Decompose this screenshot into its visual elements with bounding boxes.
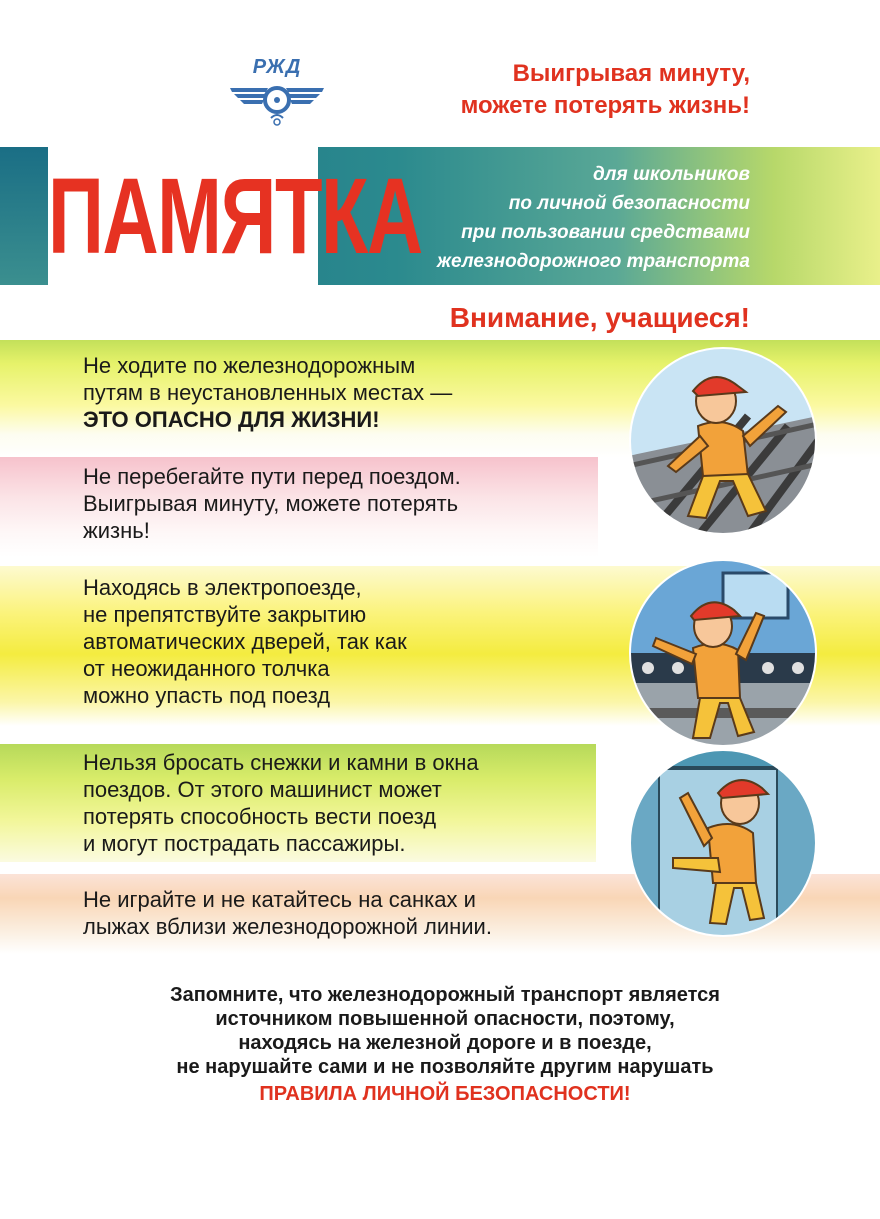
header-band-left — [0, 147, 48, 285]
rule-line: Нельзя бросать снежки и камни в окна — [83, 750, 479, 775]
rule-line: и могут пострадать пассажиры. — [83, 831, 406, 856]
subtitle-line: железнодорожного транспорта — [436, 251, 750, 272]
rule-line: Не играйте и не катайтесь на санках и — [83, 887, 476, 912]
rule-line: автоматических дверей, так как — [83, 629, 407, 654]
subtitle — [330, 160, 750, 276]
rule-line: потерять способность вести поезд — [83, 804, 437, 829]
rule-line: поездов. От этого машинист может — [83, 777, 442, 802]
rule-warning: ЭТО ОПАСНО ДЛЯ ЖИЗНИ! — [83, 407, 380, 432]
rule-text — [83, 574, 543, 709]
rule-text — [83, 352, 553, 433]
rule-line: Не перебегайте пути перед поездом. — [83, 464, 461, 489]
attention-heading: Внимание, учащиеся! — [449, 302, 750, 333]
slogan-line: Выигрывая минуту, — [512, 60, 750, 87]
footer-line: не нарушайте сами и не позволяйте другим нарушать — [176, 1056, 714, 1078]
logo-text: РЖД — [252, 56, 302, 78]
rule-line: Выигрывая минуту, можете потерять — [83, 491, 459, 516]
winged-wheel-icon — [222, 56, 332, 128]
rule-line: Не ходите по железнодорожным — [83, 353, 416, 378]
rule-line: путям в неустановленных местах — — [83, 380, 453, 405]
subtitle-line: при пользовании средствами — [461, 222, 750, 243]
footer-line: Запомните, что железнодорожный транспорт является — [170, 984, 720, 1006]
rule-line: Находясь в электропоезде, — [83, 575, 362, 600]
rule-text — [83, 749, 583, 857]
rule-line: не препятствуйте закрытию — [83, 602, 367, 627]
rule-line: лыжах вблизи железнодорожной линии. — [83, 914, 492, 939]
boy-at-train-doors-illustration — [628, 558, 818, 748]
footer-line: источником повышенной опасности, поэтому, — [215, 1008, 675, 1030]
slogan-line: можете потерять жизнь! — [460, 92, 750, 119]
slogan — [330, 58, 750, 122]
subtitle-line: для школьников — [592, 164, 750, 185]
rzd-logo — [222, 56, 332, 128]
rule-text — [83, 463, 583, 544]
footer-line: находясь на железной дороге и в поезде, — [238, 1032, 652, 1054]
rule-text — [83, 886, 603, 940]
page-title: ПАМЯТКА — [48, 155, 422, 276]
subtitle-line: по личной безопасности — [508, 193, 750, 214]
rule-line: можно упасть под поезд — [83, 683, 331, 708]
boy-on-tracks-illustration — [628, 346, 818, 536]
footer-text — [60, 983, 830, 1079]
boy-in-train-doorway-illustration — [628, 748, 818, 938]
rule-line: жизнь! — [83, 518, 150, 543]
footer-highlight: ПРАВИЛА ЛИЧНОЙ БЕЗОПАСНОСТИ! — [259, 1083, 631, 1105]
rule-line: от неожиданного толчка — [83, 656, 330, 681]
